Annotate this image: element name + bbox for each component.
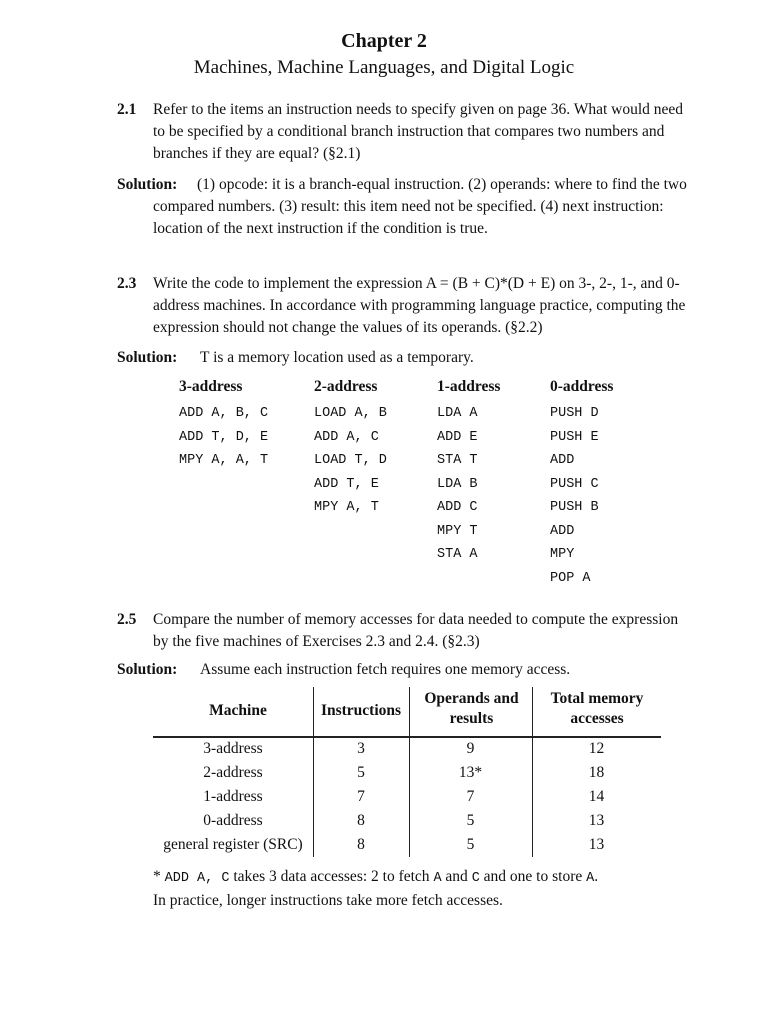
- solution-2-1: [117, 174, 697, 240]
- footnote-line-2: In practice, longer instructions take more fetch accesses.: [153, 892, 503, 909]
- column-header: 2-address: [314, 378, 378, 395]
- header-total-line1: Total memory: [550, 690, 644, 707]
- column-header: 3-address: [179, 378, 243, 395]
- code-line: LOAD T, D: [314, 453, 387, 468]
- problem-text: Write the code to implement the expression A = (B + C)*(D + E) on 3-, 2-, 1-, and 0-address machines. In accordance with programming language practice, computing the expression should not change the values of its operands. (§2.2): [153, 275, 686, 336]
- code-line: PUSH B: [550, 500, 599, 515]
- footnote-star: *: [153, 868, 165, 885]
- code-line: LDA A: [437, 406, 478, 421]
- problem-number: 2.5: [117, 611, 137, 628]
- cell-instructions: 3: [357, 740, 365, 757]
- cell-machine: 0-address: [203, 812, 263, 829]
- code-line: ADD C: [437, 500, 478, 515]
- cell-total: 18: [588, 764, 605, 781]
- solution-text: T is a memory location used as a temporary.: [200, 349, 474, 366]
- code-line: PUSH E: [550, 429, 599, 445]
- code-line: POP A: [550, 570, 591, 586]
- footnote-code: C: [471, 871, 480, 886]
- table-row: [153, 785, 661, 809]
- cell-operands: 5: [466, 836, 475, 853]
- code-line: ADD E: [437, 429, 478, 445]
- header-instructions: Instructions: [320, 702, 402, 719]
- cell-instructions: 8: [357, 812, 365, 829]
- footnote-code: A: [586, 871, 595, 886]
- code-column-1-address: [437, 378, 500, 567]
- solution-label: Solution:: [117, 349, 178, 366]
- cell-instructions: 5: [357, 764, 365, 781]
- footnote-text: and one to store: [479, 868, 587, 885]
- code-column-2-address: [314, 378, 387, 520]
- problem-text: Refer to the items an instruction needs to specify given on page 36. What would need to be specified by a conditional branch instruction that compares two numbers and branches if they are equal? (§2.1): [153, 101, 684, 162]
- code-line: PUSH D: [550, 406, 599, 421]
- table-row: [153, 761, 661, 785]
- solution-label: Solution:: [117, 661, 178, 678]
- chapter-title: Machines, Machine Languages, and Digital Logic: [193, 57, 575, 78]
- cell-operands: 5: [466, 812, 475, 829]
- chapter-number: Chapter 2: [341, 30, 427, 52]
- code-line: MPY A, T: [314, 500, 379, 515]
- cell-machine: 2-address: [203, 764, 263, 781]
- code-line: LDA B: [437, 476, 478, 492]
- solution-text: (1) opcode: it is a branch-equal instruction. (2) operands: where to find the two compared numbers. (3) result: this item need not be specified. (4) next instruction: location of the next instruction if the condition is true.: [153, 176, 687, 237]
- solution-label: Solution:: [117, 176, 178, 193]
- code-line: LOAD A, B: [314, 406, 387, 421]
- header-operands-line1: Operands and: [424, 690, 519, 707]
- footnote-code: ADD A, C: [164, 871, 230, 886]
- code-line: PUSH C: [550, 476, 599, 492]
- cell-machine: 1-address: [203, 788, 263, 805]
- cell-instructions: 7: [357, 788, 365, 805]
- footnote-text: .: [594, 868, 599, 885]
- problem-2-3: [117, 273, 697, 339]
- code-line: MPY: [550, 547, 575, 562]
- solution-text: Assume each instruction fetch requires one memory access.: [200, 661, 571, 678]
- cell-machine: 3-address: [203, 740, 263, 757]
- code-column-3-address: [179, 378, 268, 473]
- problem-number: 2.1: [117, 101, 137, 118]
- code-line: ADD A, B, C: [179, 406, 269, 421]
- cell-total: 14: [588, 788, 605, 805]
- cell-operands: 9: [466, 740, 475, 757]
- table-footnote: [153, 866, 693, 912]
- code-line: ADD T, D, E: [179, 429, 269, 445]
- cell-total: 12: [588, 740, 605, 757]
- problem-text: Compare the number of memory accesses for data needed to compute the expression by the five machines of Exercises 2.3 and 2.4. (§2.3): [153, 611, 679, 650]
- column-header: 0-address: [550, 378, 614, 395]
- code-line: ADD: [550, 453, 575, 468]
- code-line: MPY A, A, T: [179, 453, 269, 468]
- table-row: [153, 809, 661, 833]
- cell-total: 13: [588, 836, 605, 853]
- code-line: STA A: [437, 547, 478, 562]
- code-line: ADD A, C: [314, 429, 379, 445]
- table-row: [153, 737, 661, 761]
- code-column-0-address: [550, 378, 613, 590]
- solution-2-5: [117, 659, 697, 681]
- cell-operands: 7: [466, 788, 475, 805]
- footnote-code: A: [433, 871, 442, 886]
- code-line: ADD: [550, 523, 575, 539]
- header-machine: Machine: [209, 702, 267, 719]
- header-operands: [410, 689, 533, 729]
- cell-operands: 13*: [458, 764, 483, 781]
- problem-number: 2.3: [117, 275, 137, 292]
- code-line: ADD T, E: [314, 476, 379, 492]
- header-operands-line2: results: [449, 710, 494, 727]
- table-row: [153, 833, 661, 857]
- header-total: [533, 689, 661, 729]
- code-line: STA T: [437, 453, 478, 468]
- code-line: MPY T: [437, 523, 478, 539]
- header-total-line2: accesses: [570, 710, 624, 727]
- cell-machine: general register (SRC): [163, 836, 303, 853]
- cell-total: 13: [588, 812, 605, 829]
- column-header: 1-address: [437, 378, 501, 395]
- solution-2-3: [117, 347, 697, 369]
- footnote-text: and: [441, 868, 472, 885]
- footnote-line-1: [153, 866, 693, 890]
- problem-2-5: [117, 609, 697, 653]
- cell-instructions: 8: [357, 836, 365, 853]
- footnote-text: takes 3 data accesses: 2 to fetch: [229, 868, 434, 885]
- problem-2-1: [117, 99, 697, 165]
